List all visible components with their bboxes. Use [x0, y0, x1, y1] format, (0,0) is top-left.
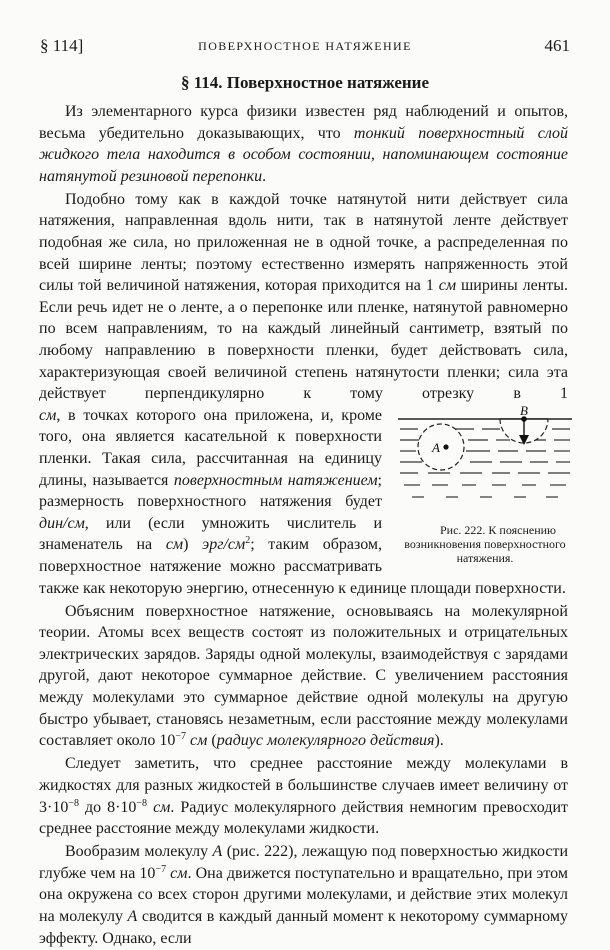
figure-caption: Рис. 222. К пояснению возникновения поверхностного натяжения. [404, 522, 566, 565]
molecule-a-dot [443, 444, 448, 449]
paragraph-4: Следует заметить, что среднее расстояние между молекулами в жидкостях для разных жидкостей в большинстве случаев имеет величину от $3\cdot 10^{-8}$ до $8\cdot 10^{-8}$ см. Радиус молекулярного действия немногим превосходит среднее расстояние между молекулами жидкости. [39, 755, 569, 838]
section-heading: § 114. Поверхностное натяжение [180, 73, 430, 92]
body-text [39, 101, 568, 949]
paragraph-2: Подобно тому как в каждой точке натянутой нити действует сила натяжения, направленная вдоль нити, так в натянутой ленте действует подобная же сила, но приложенная не в одной точке, а распределенная по всей ширине ленты; поэтому естественно измерять напряженность этой силы той величиной натяжения, которая приходится на 1 см ширины ленты. Если речь идет не о ленте, а о перепонке или пленке, натянутой равномерно по всем направлениям, то на каждый линейный сантиметр, взятый по любому направлению в поверхности пленки, будет действовать сила, характеризующая своей величиной степень натянутости пленки; сила эта действует перпендикулярно к тому отрезку в 1 см A B Рис. 222. К пояснению возникновения поверхностного натяжения. , в точках которого она приложена, и, кроме того, она является касательной к поверхности пленки. Такая сила, рассчитанная на единицу длины, называется поверхностным натяжением; размерность поверхностного натяжения будет дин/см, или (если умножить числитель и знаменатель на см) эрг/$см^2$; таким образом, поверхностное натяжение можно рассматривать также как некоторую энергию, отнесенную к единице площади поверхности. [39, 189, 568, 599]
page-number: 461 [544, 36, 570, 55]
label-b: B [520, 404, 528, 418]
header-section: § 114] [40, 36, 84, 55]
label-a: A [432, 439, 440, 455]
header-title: ПОВЕРХНОСТНОЕ НАТЯЖЕНИЕ [198, 39, 412, 53]
paragraph-5: Вообразим молекулу A (рис. 222), лежащую под поверхностью жидкости глубже чем на $10^{-7}$ см. Она движется поступательно и вращательно, при этом она окружена со всех сторон другими молекулами, и действие этих молекул на молекулу A сводится в каждый данный момент к некоторому суммарному эффекту. Однако, если [39, 843, 568, 947]
paragraph-1: Из элементарного курса физики известен ряд наблюдений и опытов, весьма убедительно доказывающих, что тонкий поверхностный слой жидкого тела находится в особом состоянии, напоминающем состояние натянутой резиновой перепонки. [39, 103, 568, 185]
paragraph-3: Объясним поверхностное натяжение, основываясь на молекулярной теории. Атомы всех веществ состоят из положительных и отрицательных электрических зарядов. Заряды одной молекулы, взаимодействуя с зарядами другой, дают некоторое суммарное действие. С увеличением расстояния между молекулами это суммарное действие одной молекулы на другую быстро убывает, становясь незаметным, если расстояние между молекулами составляет около $10^{-7}$ см (радиус молекулярного действия). [39, 602, 568, 750]
molecule-a-action-sphere [418, 424, 464, 470]
running-header [40, 36, 570, 60]
figure-illustration [396, 405, 574, 517]
figure-222 [396, 405, 574, 565]
